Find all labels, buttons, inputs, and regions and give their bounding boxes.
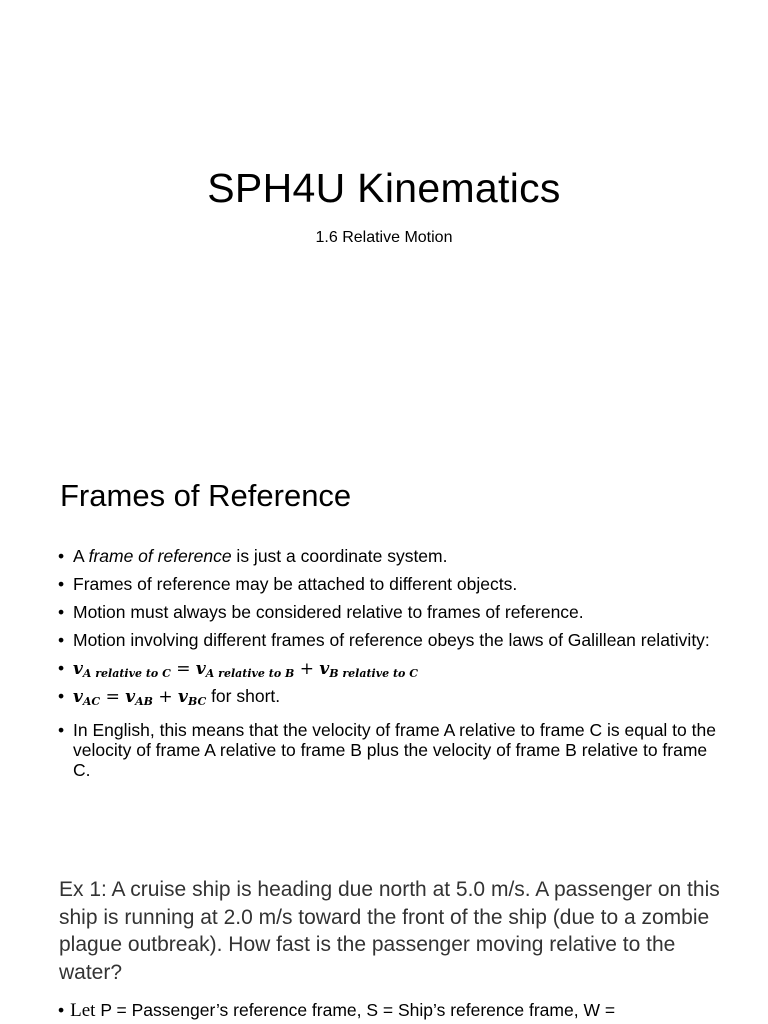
bullet-text: A (73, 546, 89, 566)
bullet-glyph: • (58, 1000, 65, 1020)
velocity-symbol: v (319, 659, 330, 679)
velocity-symbol: v (125, 687, 136, 707)
subscript: AC (82, 695, 101, 708)
bullet-text: for short. (206, 686, 281, 706)
bullet-text: P = Passenger’s reference frame, S = Ship’s reference frame, W = (95, 1000, 616, 1020)
velocity-symbol: v (73, 659, 83, 679)
slide-title: SPH4U Kinematics (207, 165, 561, 211)
italic-term: frame of reference (88, 546, 232, 566)
plus-sign: + (152, 687, 179, 707)
frames-of-reference-slide (0, 432, 768, 850)
subscript: A relative to C (82, 667, 171, 680)
let-word: Let (70, 1000, 96, 1021)
bullet-text: is just a coordinate system. (231, 546, 448, 566)
list-item: • Motion must always be considered relative to frames of reference. (58, 602, 723, 622)
slide-subtitle: 1.6 Relative Motion (315, 229, 453, 246)
velocity-symbol: v (73, 687, 83, 707)
equals-sign: = (100, 687, 126, 707)
example-text: Ex 1: A cruise ship is heading due north at 5.0 m/s. A passenger on this ship is running at 2.0 m/s toward the front of the ship (due to a zombie plague outbreak). How fast is the passenger moving relative to the water? (59, 878, 720, 984)
plus-sign: + (294, 659, 320, 679)
list-item (58, 546, 723, 566)
subscript: BC (187, 695, 207, 708)
equation-short (58, 686, 723, 712)
equation-full (58, 658, 723, 684)
velocity-symbol: v (195, 659, 206, 679)
title-slide (0, 0, 768, 432)
equals-sign: = (170, 659, 196, 679)
subscript: A relative to B (205, 667, 295, 680)
subscript: AB (135, 695, 153, 708)
subscript: B relative to C (329, 667, 418, 680)
velocity-symbol: v (178, 687, 188, 707)
list-item: • Frames of reference may be attached to different objects. (58, 574, 723, 594)
bullet-list (58, 546, 723, 788)
list-item: • In English, this means that the velocity of frame A relative to frame C is equal to the velocity of frame A relative to frame B plus the velocity of frame B relative to frame C. (58, 720, 723, 780)
let-bullet (58, 1000, 758, 1022)
list-item: • Motion involving different frames of reference obeys the laws of Galillean relativity: (58, 630, 723, 650)
slide-heading: Frames of Reference (60, 478, 352, 513)
example-slide (0, 850, 768, 1024)
